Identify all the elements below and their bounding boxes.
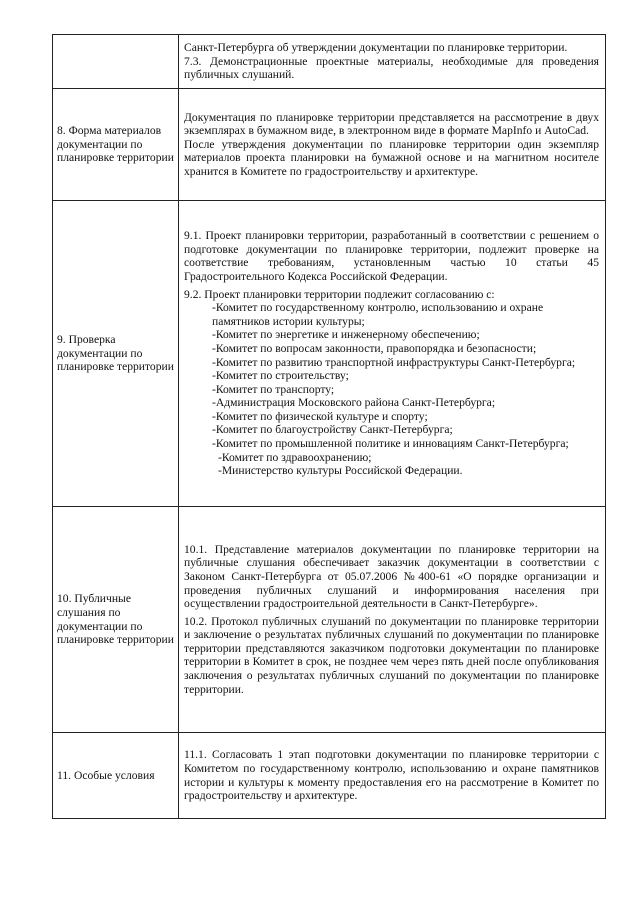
row-content <box>179 89 606 201</box>
list-item: -Министерство культуры Российской Федерации. <box>218 464 463 478</box>
list-item: -Комитет по развитию транспортной инфраструктуры Санкт-Петербурга; <box>212 355 576 369</box>
table-row <box>53 507 606 733</box>
list-item: -Комитет по физической культуре и спорту; <box>212 409 428 423</box>
row-label: 11. Особые условия <box>53 733 179 819</box>
list-item: -Комитет по вопросам законности, правопорядка и безопасности; <box>212 341 537 355</box>
table-row <box>53 201 606 507</box>
list-item: -Администрация Московского района Санкт-Петербурга; <box>212 396 496 410</box>
table-row <box>53 35 606 89</box>
paragraph: После утверждения документации по планировке территории один экземпляр материалов проекта планировки на бумажной основе и на магнитном носителе хранится в Комитете по градостроительству и архитектуре. <box>184 137 599 178</box>
row-content <box>179 35 606 89</box>
conditions-table <box>52 34 606 819</box>
row-label: 9. Проверка документации по планировке территории <box>53 201 179 507</box>
list-item: -Комитет по благоустройству Санкт-Петербурга; <box>212 423 453 437</box>
table-row <box>53 89 606 201</box>
list-item: -Комитет по промышленной политике и инновациям Санкт-Петербурга; <box>212 437 569 451</box>
list-item: -Комитет по энергетике и инженерному обеспечению; <box>212 328 480 342</box>
list-item: -Комитет по государственному контролю, использованию и охране памятников истории культуры; <box>212 301 544 328</box>
row-content <box>179 507 606 733</box>
table-row <box>53 733 606 819</box>
list-item: -Комитет по транспорту; <box>212 382 335 396</box>
paragraph: 9.1. Проект планировки территории, разработанный в соответствии с решением о подготовке документации по планировке территории, подлежит проверке на соответствие требованиям, установленным частью 10 статьи 45 Градостроительного Кодекса Российской Федерации. <box>184 229 599 283</box>
list-item: -Комитет по здравоохранению; <box>218 450 372 464</box>
paragraph: Документация по планировке территории представляется на рассмотрение в двух экземплярах в бумажном виде, в электронном виде в формате MapInfo и AutoCad. <box>184 110 599 138</box>
list-item: -Комитет по строительству; <box>212 369 349 383</box>
paragraph: 10.2. Протокол публичных слушаний по документации по планировке территории и заключение о результатах публичных слушаний по документации по планировке территории представляются заказчиком подготовки документации по планировке территории в Комитет в срок, не позднее чем через пять дней после опубликования заключения о результатах публичных слушаний по документации по планировке территории. <box>184 614 599 696</box>
row-content <box>179 733 606 819</box>
row-content <box>179 201 606 507</box>
row-label: 8. Форма материалов документации по планировке территории <box>53 89 179 201</box>
paragraph: 10.1. Представление материалов документации по планировке территории на публичные слушания обеспечивает заказчик документации в соответствии с Законом Санкт-Петербурга от 05.07.2006 №400-61 «О порядке организации и проведения публичных слушаний и информирования населения при осуществлении градостроительной деятельности в Санкт-Петербурге». <box>184 542 599 611</box>
paragraph: 9.2. Проект планировки территории подлежит согласованию с: <box>184 287 495 301</box>
paragraph: 11.1. Согласовать 1 этап подготовки документации по планировке территории с Комитетом по государственному контролю, использованию и охране памятников истории и культуры к моменту предоставления его на рассмотрение в Комитет по градостроительству и архитектуре. <box>184 748 599 803</box>
paragraph: 7.3. Демонстрационные проектные материалы, необходимые для проведения публичных слушаний. <box>184 54 599 82</box>
row-label: 10. Публичные слушания по документации по планировке территории <box>53 507 179 733</box>
paragraph: Санкт-Петербурга об утверждении документации по планировке территории. <box>184 41 568 55</box>
row-label <box>53 35 179 89</box>
